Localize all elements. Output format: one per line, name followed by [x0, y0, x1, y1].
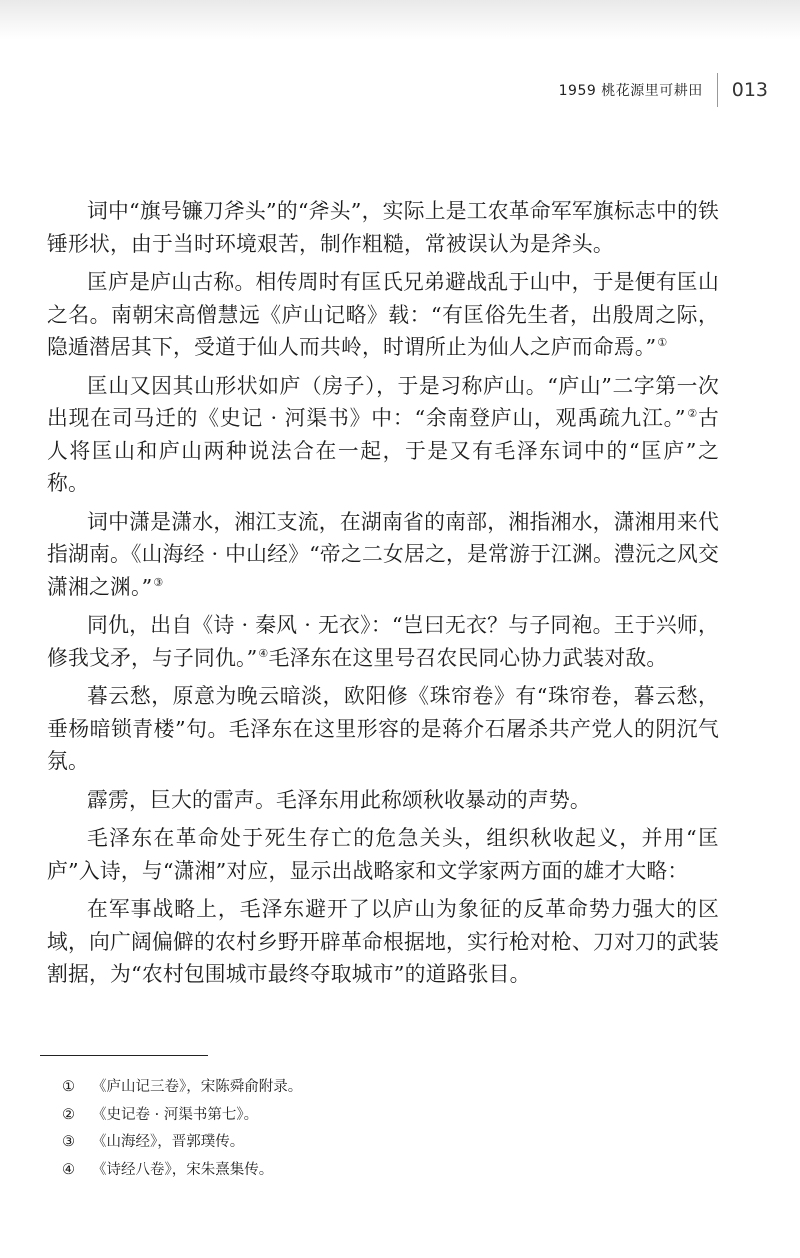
paragraph — [47, 784, 719, 817]
footnote-ref: ① — [657, 336, 668, 349]
footnotes — [62, 1074, 722, 1184]
paragraph-text: 匡庐是庐山古称。相传周时有匡氏兄弟避战乱于山中，于是便有匡山之名。南朝宋高僧慧远《庐山记略》载：“有匡俗先生者，出殷周之际，隐遁潜居其下，受道于仙人而共岭，时谓所止为仙人之庐而命焉。” — [47, 270, 719, 359]
paragraph — [47, 370, 719, 500]
footnote-text: 《山海经》，晋郭璞传。 — [92, 1134, 245, 1150]
page-header — [559, 78, 768, 102]
page-number: 013 — [731, 79, 768, 101]
paragraph — [47, 266, 719, 364]
footnote — [62, 1102, 722, 1130]
paragraph-text: 霹雳，巨大的雷声。毛泽东用此称颂秋收暴动的声势。 — [87, 787, 591, 812]
footnote-marker: ③ — [62, 1134, 75, 1150]
paragraph-text: 毛泽东在革命处于死生存亡的危急关头，组织秋收起义，并用“匡庐”入诗，与“潇湘”对应，显示出战略家和文学家两方面的雄才大略： — [47, 826, 719, 883]
paragraph-text: 词中“旗号镰刀斧头”的“斧头”，实际上是工农革命军军旗标志中的铁锤形状，由于当时环境艰苦，制作粗糙，常被误认为是斧头。 — [47, 199, 719, 256]
footnote — [62, 1129, 722, 1157]
header-divider — [717, 73, 718, 107]
footnote-ref: ② — [686, 407, 698, 420]
paragraph — [47, 822, 719, 887]
footnote-separator — [40, 1055, 208, 1056]
paragraph-text: 在军事战略上，毛泽东避开了以庐山为象征的反革命势力强大的区域，向广阔偏僻的农村乡野开辟革命根据地，实行枪对枪、刀对刀的武装割据，为“农村包围城市最终夺取城市”的道路张目。 — [47, 897, 719, 986]
paragraph — [47, 609, 719, 674]
body-text — [47, 195, 719, 997]
page-top-shadow — [0, 0, 800, 40]
paragraph — [47, 680, 719, 778]
paragraph-text: 暮云愁，原意为晚云暗淡，欧阳修《珠帘卷》有“珠帘卷，暮云愁，垂杨暗锁青楼”句。毛泽东在这里形容的是蒋介石屠杀共产党人的阴沉气氛。 — [47, 684, 719, 773]
footnote-text: 《诗经八卷》，宋朱熹集传。 — [92, 1161, 274, 1178]
footnote — [62, 1074, 722, 1102]
footnote — [62, 1157, 722, 1185]
footnote-marker: ④ — [62, 1161, 75, 1178]
paragraph — [47, 893, 719, 991]
footnote-text: 《史记卷 · 河渠书第七》。 — [92, 1106, 259, 1123]
footnote-marker: ② — [62, 1106, 75, 1123]
running-title: 1959 桃花源里可耕田 — [558, 83, 703, 99]
paragraph — [47, 506, 719, 604]
footnote-text: 《庐山记三卷》，宋陈舜俞附录。 — [92, 1079, 303, 1095]
footnote-ref: ③ — [153, 575, 164, 589]
paragraph-text: 古人将匡山和庐山两种说法合在一起，于是又有毛泽东词中的“匡庐”之称。 — [47, 406, 719, 495]
footnote-marker: ① — [62, 1079, 75, 1095]
paragraph-text: 同仇，出自《诗 · 秦风 · 无衣》：“岂曰无衣？与子同袍。王于兴师，修我戈矛，与子同仇。” — [47, 613, 719, 670]
footnote-ref: ④ — [258, 646, 269, 660]
paragraph-text: 词中潇是潇水，湘江支流，在湖南省的南部，湘指湘水，潇湘用来代指湖南。《山海经 · 中山经》“帝之二女居之，是常游于江渊。澧沅之风交潇湘之渊。” — [47, 509, 719, 599]
paragraph-text: 毛泽东在这里号召农民同心协力武装对敌。 — [268, 645, 668, 670]
paragraph — [47, 195, 719, 260]
paragraph-text: 匡山又因其山形状如庐（房子），于是习称庐山。“庐山”二字第一次出现在司马迁的《史记 · 河渠书》中：“余南登庐山，观禹疏九江。” — [47, 373, 719, 430]
